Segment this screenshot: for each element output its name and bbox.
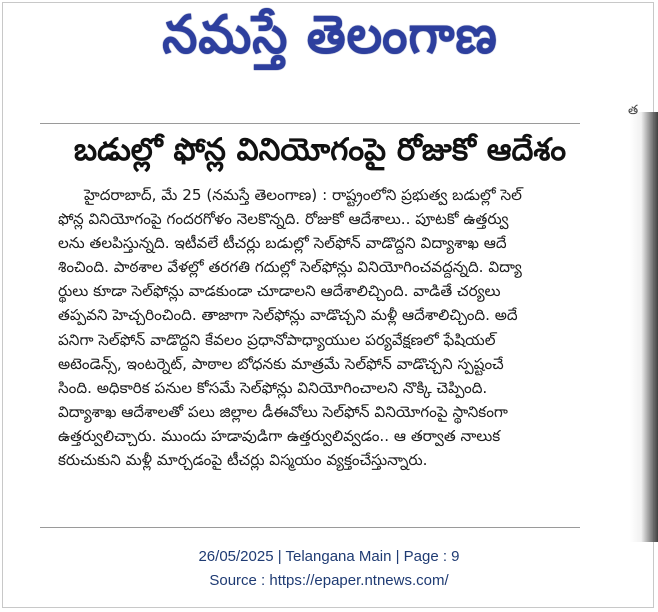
source-link[interactable]: Source : https://epaper.ntnews.com/ bbox=[209, 572, 449, 589]
adjacent-photo-strip bbox=[630, 112, 658, 542]
article-line: సింది. అధికారిక పనుల కోసమే సెల్‌ఫోన్లు వినియోగించాలని నొక్కి చెప్పింది. bbox=[58, 378, 488, 397]
article-line: ర్థులు కూడా సెల్‌ఫోన్లు వాడకుండా చూడాలని ఆదేశాలిచ్చింది. వాడితే చర్యలు bbox=[58, 282, 501, 301]
article-line: కరుచుకుని మళ్లీ మార్చడంపై టీచర్లు విస్మయం వ్యక్తంచేస్తున్నారు. bbox=[58, 451, 428, 470]
publication-info: 26/05/2025 | Telangana Main | Page : 9 bbox=[198, 548, 460, 565]
adjacent-text-fragment: త bbox=[628, 103, 639, 118]
article-line: తప్పవని హెచ్చరించింది. తాజాగా సెల్‌ఫోన్లు వాడొచ్చని మళ్లీ ఆదేశాలిచ్చింది. అదే bbox=[58, 306, 518, 325]
article-line: హైదరాబాద్, మే 25 (నమస్తే తెలంగాణ) : రాష్ట్రంలోని ప్రభుత్వ బడుల్లో సెల్ bbox=[84, 186, 522, 204]
article-line: శించింది. పాఠశాల వేళల్లో తరగతి గదుల్లో సెల్‌ఫోన్లు వినియోగించవద్దన్నది. విద్యా bbox=[58, 258, 522, 277]
article-line: ఉత్తర్వులిచ్చారు. ముందు హడావుడిగా ఉత్తర్వులివ్వడం.. ఆ తర్వాత నాలుక bbox=[58, 426, 501, 445]
headline-text: బడుల్లో ఫోన్ల వినియోగంపై రోజుకో ఆదేశం bbox=[73, 131, 567, 168]
article-headline bbox=[40, 130, 600, 176]
bottom-divider bbox=[40, 527, 580, 528]
article-line: ఫోన్ల వినియోగంపై గందరగోళం నెలకొన్నది. రోజుకో ఆదేశాలు.. పూటకో ఉత్తర్వు bbox=[58, 210, 509, 229]
masthead-title: నమస్తే తెలంగాణ bbox=[162, 3, 498, 65]
article-line: పనిగా సెల్‌ఫోన్ వాడొద్దని కేవలం ప్రధానోపాధ్యాయుల పర్యవేక్షణలో ఫేషియల్ bbox=[58, 330, 496, 349]
newspaper-masthead bbox=[120, 3, 540, 76]
article-line: విద్యాశాఖ ఆదేశాలతో పలు జిల్లాల డీఈవోలు సెల్‌ఫోన్ వినియోగంపై స్థానికంగా bbox=[58, 402, 508, 421]
article-line: లను తలపిస్తున్నది. ఇటీవలే టీచర్లు బడుల్లో సెల్‌ఫోన్ వాడొద్దని విద్యాశాఖ ఆదే bbox=[58, 234, 507, 253]
top-divider bbox=[40, 123, 580, 124]
article-line: అటెండెన్స్, ఇంటర్నెట్, పాఠాల బోధనకు మాత్రమే సెల్‌ఫోన్ వాడొచ్చని స్పష్టంచే bbox=[58, 354, 504, 373]
article-body bbox=[58, 183, 606, 472]
